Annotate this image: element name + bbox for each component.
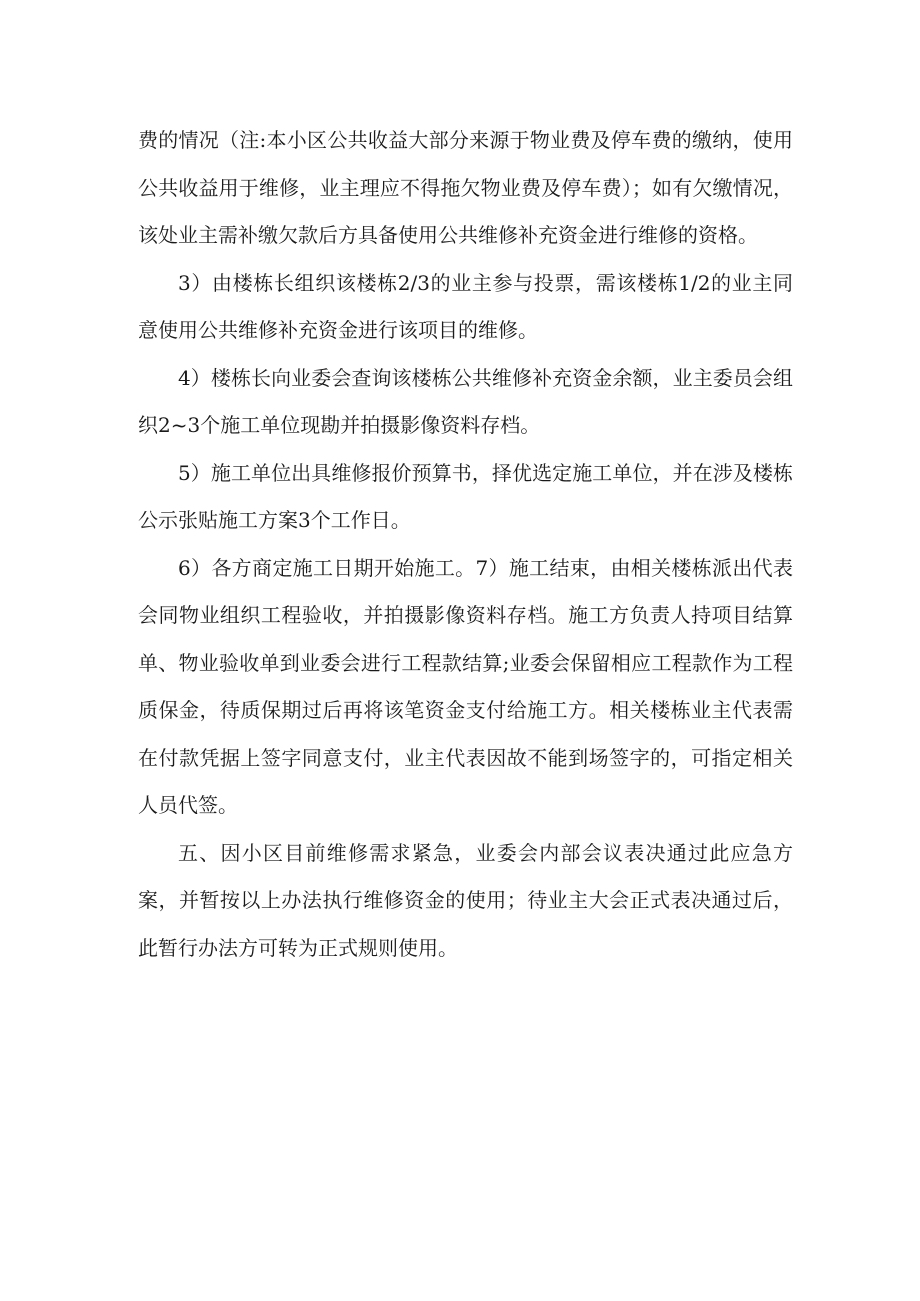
paragraph-section-5: 五、因小区目前维修需求紧急，业委会内部会议表决通过此应急方案，并暂按以上办法执行维修资金的使用；待业主大会正式表决通过后，此暂行办法方可转为正式规则使用。 <box>138 840 793 960</box>
document-body <box>138 117 793 972</box>
paragraph-step-6-7: 6）各方商定施工日期开始施工。7）施工结束，由相关楼栋派出代表会同物业组织工程验收，并拍摄影像资料存档。施工方负责人持项目结算单、物业验收单到业委会进行工程款结算;业委会保留相应工程款作为工程质保金，待质保期过后再将该笔资金支付给施工方。相关楼栋业主代表需在付款凭据上签字同意支付，业主代表因故不能到场签字的，可指定相关人员代签。 <box>138 555 793 817</box>
paragraph-step-5: 5）施工单位出具维修报价预算书，择优选定施工单位，并在涉及楼栋公示张贴施工方案3个工作日。 <box>138 460 793 532</box>
paragraph-step-3: 3）由楼栋长组织该楼栋2/3的业主参与投票，需该楼栋1/2的业主同意使用公共维修补充资金进行该项目的维修。 <box>138 270 793 342</box>
paragraph-fee-condition: 费的情况（注:本小区公共收益大部分来源于物业费及停车费的缴纳，使用公共收益用于维修，业主理应不得拖欠物业费及停车费）；如有欠缴情况，该处业主需补缴欠款后方具备使用公共维修补充资金进行维修的资格。 <box>138 128 793 247</box>
paragraph-step-4: 4）楼栋长向业委会查询该楼栋公共维修补充资金余额，业主委员会组织2~3个施工单位现勘并拍摄影像资料存档。 <box>138 365 793 437</box>
